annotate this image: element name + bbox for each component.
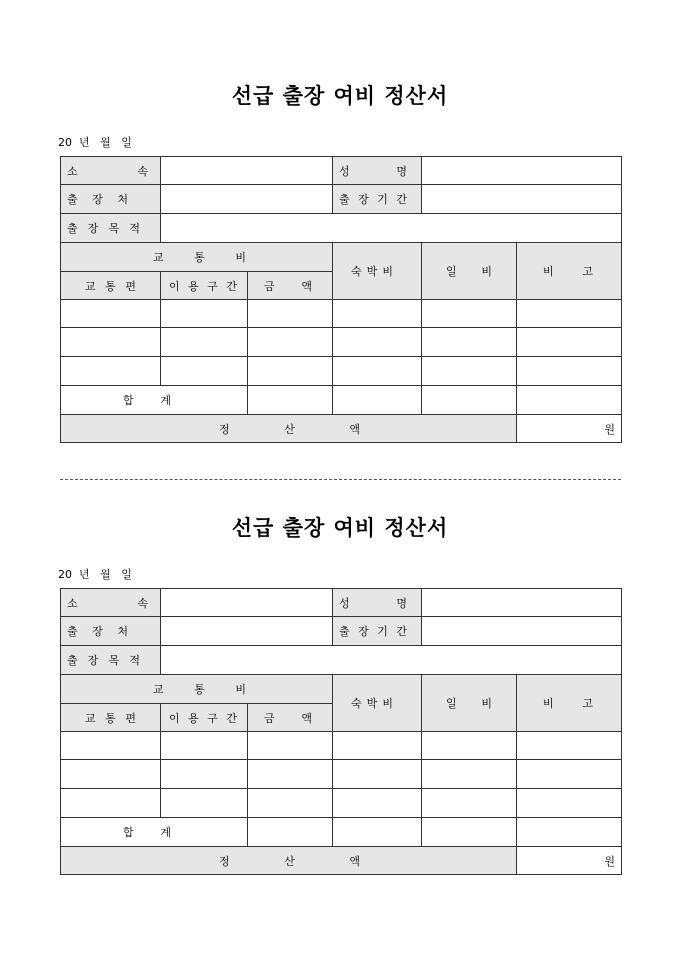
purpose-label: 출 장 목 적 [61, 214, 161, 243]
total-remarks[interactable] [517, 818, 622, 847]
cell[interactable] [422, 760, 517, 789]
affiliation-field[interactable] [161, 589, 333, 617]
cell[interactable] [333, 732, 422, 760]
total-label: 합 계 [61, 386, 248, 415]
cell[interactable] [422, 732, 517, 760]
settlement-row [61, 847, 622, 875]
name-field[interactable] [422, 157, 622, 185]
destination-label: 출 장 처 [61, 185, 161, 214]
transport-cost-header: 교 통 비 [61, 243, 333, 272]
settlement-label: 정 산 액 [61, 847, 517, 875]
total-amount[interactable] [248, 818, 333, 847]
total-lodging[interactable] [333, 818, 422, 847]
affiliation-field[interactable] [161, 157, 333, 185]
total-row [61, 386, 622, 415]
cell[interactable] [333, 789, 422, 818]
period-field[interactable] [422, 617, 622, 646]
amount-header: 금 액 [248, 704, 333, 732]
cell[interactable] [61, 732, 161, 760]
won-unit: 원 [604, 422, 615, 436]
cell[interactable] [61, 300, 161, 328]
name-label: 성 명 [333, 157, 422, 185]
settlement-label: 정 산 액 [61, 415, 517, 443]
total-label: 합 계 [61, 818, 248, 847]
cell[interactable] [61, 328, 161, 357]
cell[interactable] [161, 760, 248, 789]
transport-cost-header: 교 통 비 [61, 675, 333, 704]
name-field[interactable] [422, 589, 622, 617]
daily-header: 일 비 [422, 243, 517, 300]
purpose-label: 출 장 목 적 [61, 646, 161, 675]
cell[interactable] [161, 300, 248, 328]
cell[interactable] [333, 760, 422, 789]
cell[interactable] [61, 789, 161, 818]
transport-means-header: 교 통 편 [61, 704, 161, 732]
cell[interactable] [422, 357, 517, 386]
date-line: 20 년 월 일 [58, 136, 132, 149]
form-title: 선급 출장 여비 정산서 [231, 83, 449, 108]
total-amount[interactable] [248, 386, 333, 415]
cell[interactable] [248, 789, 333, 818]
cell[interactable] [61, 760, 161, 789]
settlement-row [61, 415, 622, 443]
cell[interactable] [161, 789, 248, 818]
settlement-field[interactable] [517, 415, 622, 443]
cell[interactable] [422, 328, 517, 357]
cell[interactable] [248, 328, 333, 357]
remarks-header: 비 고 [517, 675, 622, 732]
total-row [61, 818, 622, 847]
date-line: 20 년 월 일 [58, 568, 132, 581]
settlement-field[interactable] [517, 847, 622, 875]
period-label: 출 장 기 간 [333, 185, 422, 214]
cell[interactable] [333, 300, 422, 328]
cell[interactable] [161, 357, 248, 386]
cell[interactable] [248, 760, 333, 789]
lodging-header: 숙 박 비 [333, 675, 422, 732]
total-daily[interactable] [422, 818, 517, 847]
cell[interactable] [422, 300, 517, 328]
cell[interactable] [517, 300, 622, 328]
transport-means-header: 교 통 편 [61, 272, 161, 300]
purpose-field[interactable] [161, 646, 622, 675]
cell[interactable] [517, 357, 622, 386]
cell[interactable] [61, 357, 161, 386]
lodging-header: 숙 박 비 [333, 243, 422, 300]
cell[interactable] [248, 732, 333, 760]
table-row [61, 328, 622, 357]
destination-label: 출 장 처 [61, 617, 161, 646]
period-label: 출 장 기 간 [333, 617, 422, 646]
period-field[interactable] [422, 185, 622, 214]
cell[interactable] [161, 328, 248, 357]
cut-line [60, 479, 621, 480]
daily-header: 일 비 [422, 675, 517, 732]
total-remarks[interactable] [517, 386, 622, 415]
table-row [61, 789, 622, 818]
table-row [61, 300, 622, 328]
cell[interactable] [333, 328, 422, 357]
route-header: 이 용 구 간 [161, 704, 248, 732]
remarks-header: 비 고 [517, 243, 622, 300]
table-row [61, 760, 622, 789]
won-unit: 원 [604, 854, 615, 868]
total-daily[interactable] [422, 386, 517, 415]
destination-field[interactable] [161, 185, 333, 214]
cell[interactable] [517, 760, 622, 789]
cell[interactable] [517, 732, 622, 760]
cell[interactable] [248, 300, 333, 328]
settlement-table [60, 588, 622, 875]
cell[interactable] [333, 357, 422, 386]
table-row [61, 357, 622, 386]
amount-header: 금 액 [248, 272, 333, 300]
total-lodging[interactable] [333, 386, 422, 415]
name-label: 성 명 [333, 589, 422, 617]
cell[interactable] [517, 789, 622, 818]
cell[interactable] [517, 328, 622, 357]
cell[interactable] [161, 732, 248, 760]
affiliation-label: 소 속 [61, 157, 161, 185]
affiliation-label: 소 속 [61, 589, 161, 617]
cell[interactable] [422, 789, 517, 818]
form-title: 선급 출장 여비 정산서 [231, 515, 449, 540]
cell[interactable] [248, 357, 333, 386]
destination-field[interactable] [161, 617, 333, 646]
purpose-field[interactable] [161, 214, 622, 243]
route-header: 이 용 구 간 [161, 272, 248, 300]
table-row [61, 732, 622, 760]
settlement-table [60, 156, 622, 443]
